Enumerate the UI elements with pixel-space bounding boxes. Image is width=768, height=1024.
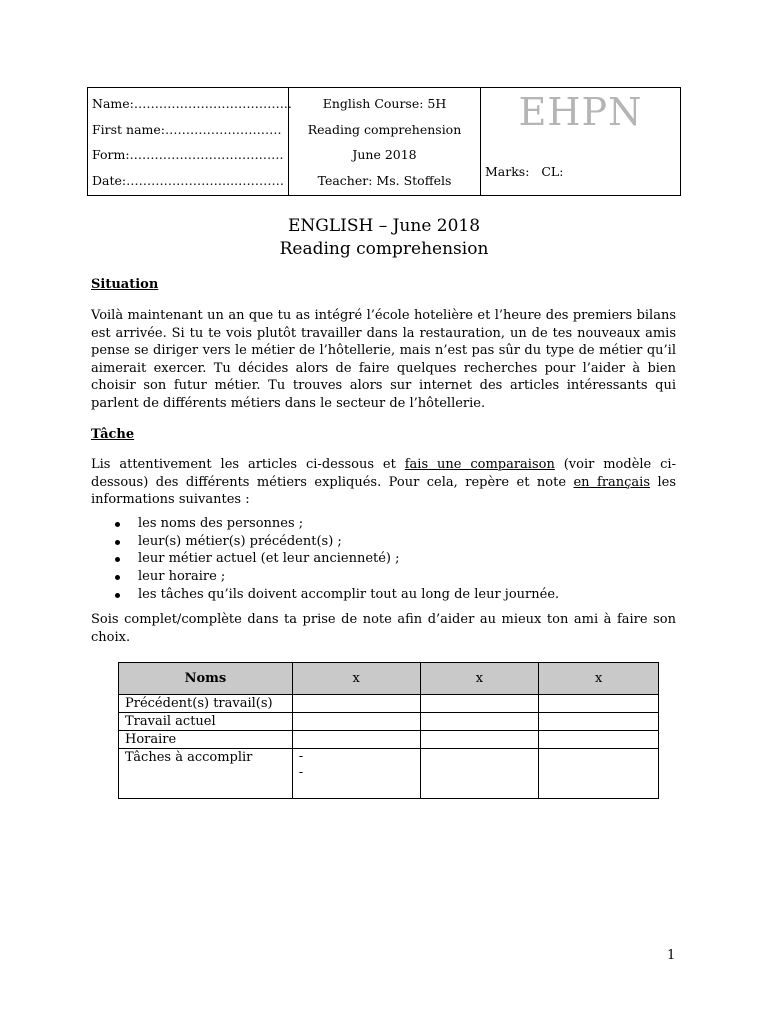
- marks-label: Marks: CL:: [485, 164, 564, 179]
- table-row: [119, 749, 659, 799]
- dash-marker: -: [298, 749, 304, 764]
- task-heading: Tâche: [91, 427, 135, 442]
- french-emphasis: en français: [573, 474, 651, 490]
- row-label: Tâches à accomplir: [119, 749, 293, 799]
- page-subtitle: Reading comprehension: [279, 239, 489, 259]
- table-cell: [420, 731, 539, 749]
- column-header: x: [539, 663, 659, 695]
- list-item: les noms des personnes ;: [91, 515, 559, 533]
- table-cell: [420, 713, 539, 731]
- list-item: leur métier actuel (et leur ancienneté) ;: [91, 550, 559, 568]
- course-info: [289, 88, 481, 195]
- form-line: Form:……………………………….: [92, 147, 284, 162]
- page-title: ENGLISH – June 2018: [287, 216, 481, 236]
- bullet-icon: [115, 593, 120, 598]
- table-cell: [292, 749, 420, 799]
- exam-date: June 2018: [352, 147, 417, 162]
- table-cell: [292, 731, 420, 749]
- list-item: leur(s) métier(s) précédent(s) ;: [91, 533, 559, 551]
- row-label: Précédent(s) travail(s): [119, 695, 293, 713]
- table-cell: [539, 731, 659, 749]
- bullet-icon: [115, 522, 120, 527]
- table-cell: [539, 713, 659, 731]
- comparison-emphasis: fais une comparaison: [404, 457, 555, 472]
- table-cell: [539, 695, 659, 713]
- situation-text: Voilà maintenant un an que tu as intégré l’école hotelière et l’heure des premiers bilans est arrivée. Si tu te vois plutôt travailler dans la restauration, un de tes nouveaux amis pense se diriger vers le métier de l’hôtellerie, mais n’est pas sûr du type de métier qu’il aimerait exercer. Tu décides alors de faire quelques recherches pour l’aider à bien choisir son futur métier. Tu trouves alors sur internet des articles intéressants qui parlent de différents métiers dans le secteur de l’hôtellerie.: [91, 308, 676, 411]
- table-cell: [292, 695, 420, 713]
- course-label: English Course: 5H: [322, 96, 447, 111]
- date-line: Date:……………………..…………: [92, 172, 285, 188]
- column-header: x: [292, 663, 420, 695]
- table-cell: [420, 695, 539, 713]
- row-label: Travail actuel: [119, 713, 293, 731]
- teacher-label: Teacher: Ms. Stoffels: [317, 172, 452, 188]
- school-logo: EHPN: [518, 90, 643, 134]
- column-header-names: Noms: [119, 663, 293, 695]
- bullet-icon: [115, 557, 120, 562]
- task-intro-part-2: (voir modèle ci-dessous) des différents métiers expliqués. Pour cela, repère et note: [91, 457, 676, 490]
- task-intro-part-1: Lis attentivement les articles ci-dessous et: [91, 457, 405, 472]
- table-row: [119, 731, 659, 749]
- first-name-line: First name:……………………….: [92, 121, 282, 137]
- bullet-icon: [115, 540, 120, 545]
- table-cell: [539, 749, 659, 799]
- table-cell: [420, 749, 539, 799]
- student-info: [88, 88, 292, 195]
- bullet-icon: [115, 575, 120, 580]
- table-cell: [292, 713, 420, 731]
- task-intro: [91, 456, 676, 509]
- list-item: leur horaire ;: [91, 568, 559, 586]
- list-item: les tâches qu’ils doivent accomplir tout au long de leur journée.: [91, 586, 559, 604]
- situation-heading: Situation: [91, 277, 159, 292]
- marks-box: [481, 88, 680, 195]
- table-row: [119, 695, 659, 713]
- name-line: Name:………………………………..: [92, 96, 292, 111]
- table-row: [119, 713, 659, 731]
- subject-label: Reading comprehension: [307, 121, 462, 137]
- header-box: [87, 87, 681, 196]
- table-header-row: [119, 663, 659, 695]
- task-intro-part-3: les informations suivantes :: [91, 474, 676, 507]
- task-closing: Sois complet/complète dans ta prise de note afin d’aider au mieux ton ami à faire son choix.: [91, 612, 676, 645]
- row-label: Horaire: [119, 731, 293, 749]
- column-header: x: [420, 663, 539, 695]
- info-list: [91, 515, 559, 604]
- comparison-table: [118, 662, 659, 799]
- dash-marker: -: [298, 765, 304, 780]
- page-number: 1: [667, 948, 676, 963]
